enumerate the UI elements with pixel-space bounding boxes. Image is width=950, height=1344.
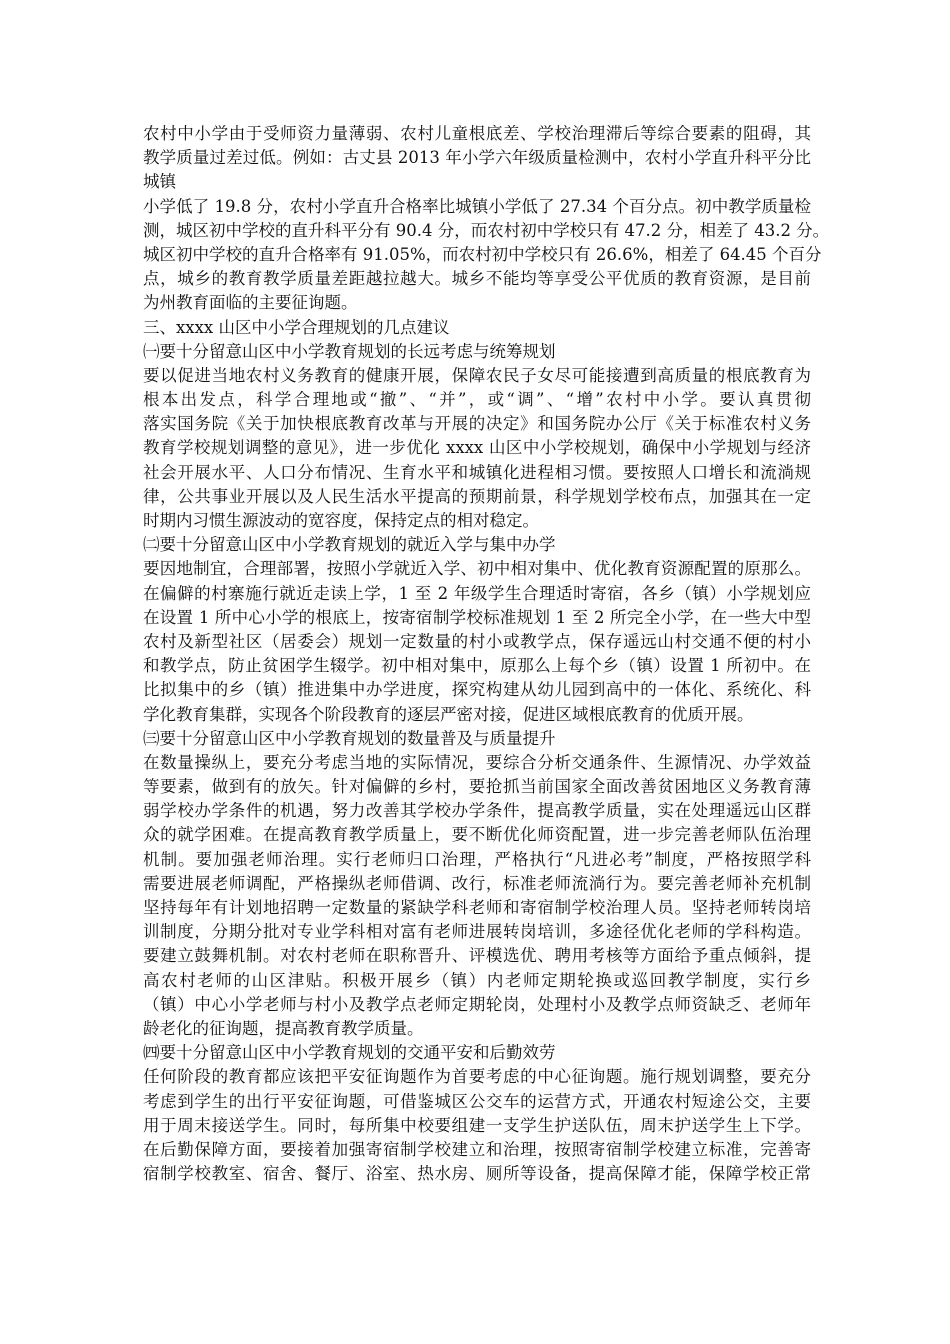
text-line: 社会开展水平、人口分布情况、生育水平和城镇化进程相习惯。要按照人口增长和流淌规 xyxy=(143,462,811,482)
text-line: 宿制学校教室、宿舍、餐厅、浴室、热水房、厕所等设备，提高保障才能，保障学校正常 xyxy=(143,1164,811,1184)
text-line: 在偏僻的村寨施行就近走读上学，1 至 2 年级学生合理适时寄宿，各乡（镇）小学规划应 xyxy=(143,583,811,603)
text-line: 众的就学困难。在提高教育教学质量上，要不断优化师资配置，进一步完善老师队伍治理 xyxy=(143,825,811,845)
text-line: 律，公共事业开展以及人民生活水平提高的预期前景，科学规划学校布点，加强其在一定 xyxy=(143,486,811,506)
text-line: 学化教育集群，实现各个阶段教育的逐层严密对接，促进区域根底教育的优质开展。 xyxy=(143,704,754,724)
text-line: 农村中小学由于受师资力量薄弱、农村儿童根底差、学校治理滞后等综合要素的阻碍，其 xyxy=(143,124,811,143)
text-line: 训制度，分期分批对专业学科相对富有老师进展转岗培训，多途径优化老师的学科构造。 xyxy=(143,922,811,942)
text-line: 用于周末接送学生。同时，每所集中校要组建一支学生护送队伍，周末护送学生上下学。 xyxy=(143,1115,811,1135)
text-line: 要建立鼓舞机制。对农村老师在职称晋升、评模选优、聘用考核等方面给予重点倾斜，提 xyxy=(143,946,811,966)
text-line: 和教学点，防止贫困学生辍学。初中相对集中，原那么上每个乡（镇）设置 1 所初中。在 xyxy=(143,656,811,676)
text-line: 测，城区初中学校的直升科平分有 90.4 分，而农村初中学校只有 47.2 分，相差了 43.2 分。 xyxy=(143,220,830,240)
text-line: 城镇 xyxy=(143,172,176,192)
subsection-heading: ㈢要十分留意山区中小学教育规划的数量普及与质量提升 xyxy=(143,728,556,748)
text-line: 考虑到学生的出行平安征询题，可借鉴城区公交车的运营方式，开通农村短途公交，主要 xyxy=(143,1091,811,1111)
text-line: 在后勤保障方面，要接着加强寄宿制学校建立和治理，按照寄宿制学校建立标准，完善寄 xyxy=(143,1139,811,1159)
text-line: 弱学校办学条件的机遇，努力改善其学校办学条件，提高教学质量，实在处理遥远山区群 xyxy=(143,801,811,821)
text-line: 在设置 1 所中心小学的根底上，按寄宿制学校标准规划 1 至 2 所完全小学，在一些大中型 xyxy=(143,607,811,627)
text-line: 等要素，做到有的放矢。针对偏僻的乡村，要抢抓当前国家全面改善贫困地区义务教育薄 xyxy=(143,777,811,797)
text-line: 时期内习惯生源波动的宽容度，保持定点的相对稳定。 xyxy=(143,511,539,530)
text-line: 任何阶段的教育都应该把平安征询题作为首要考虑的中心征询题。施行规划调整，要充分 xyxy=(143,1067,811,1087)
text-line: 落实国务院《关于加快根底教育改革与开展的决定》和国务院办公厅《关于标准农村义务 xyxy=(143,414,811,434)
text-line: 在数量操纵上，要充分考虑当地的实际情况，要综合分析交通条件、生源情况、办学效益 xyxy=(143,752,811,772)
text-line: 教学质量过差过低。例如：古丈县 2013 年小学六年级质量检测中，农村小学直升科平分比 xyxy=(143,148,811,168)
text-line: 坚持每年有计划地招聘一定数量的紧缺学科老师和寄宿制学校治理人员。坚持老师转岗培 xyxy=(143,898,811,917)
text-line: 需要进展老师调配，严格操纵老师借调、改行，标准老师流淌行为。要完善老师补充机制 xyxy=(143,873,811,893)
subsection-heading: ㈣要十分留意山区中小学教育规划的交通平安和后勤效劳 xyxy=(143,1043,556,1063)
text-line: 高农村老师的山区津贴。积极开展乡（镇）内老师定期轮换或巡回教学制度，实行乡 xyxy=(143,970,811,990)
text-line: 根本出发点，科学合理地或“撤”、“并”，或“调”、“增”农村中小学。要认真贯彻 xyxy=(143,390,811,410)
text-line: 机制。要加强老师治理。实行老师归口治理，严格执行“凡进必考”制度，严格按照学科 xyxy=(143,849,811,869)
text-line: 农村及新型社区（居委会）规划一定数量的村小或教学点，保存遥远山村交通不便的村小 xyxy=(143,631,811,651)
text-line: 教育学校规划调整的意见》，进一步优化 xxxx 山区中小学校规划，确保中小学规划与经济 xyxy=(143,438,811,458)
text-line: 城区初中学校的直升合格率有 91.05%，而农村初中学校只有 26.6%，相差了 64.45 个百分 xyxy=(143,244,822,264)
text-line: 点，城乡的教育教学质量差距越拉越大。城乡不能均等享受公平优质的教育资源，是目前 xyxy=(143,269,811,289)
subsection-heading: ㈡要十分留意山区中小学教育规划的就近入学与集中办学 xyxy=(143,535,556,555)
text-line: 小学低了 19.8 分，农村小学直升合格率比城镇小学低了 27.34 个百分点。初中教学质量检 xyxy=(143,196,811,216)
text-line: 为州教育面临的主要征询题。 xyxy=(143,293,358,313)
text-line: （镇）中心小学老师与村小及教学点老师定期轮岗，处理村小及教学点师资缺乏、老师年 xyxy=(143,994,811,1014)
subsection-heading: ㈠要十分留意山区中小学教育规划的长远考虑与统筹规划 xyxy=(143,341,556,361)
section-heading: 三、xxxx 山区中小学合理规划的几点建议 xyxy=(143,317,450,337)
text-line: 龄老化的征询题，提高教育教学质量。 xyxy=(143,1018,424,1038)
document-body xyxy=(143,122,830,1186)
text-line: 比拟集中的乡（镇）推进集中办学进度，探究构建从幼儿园到高中的一体化、系统化、科 xyxy=(143,680,811,700)
text-line: 要以促进当地农村义务教育的健康开展，保障农民子女尽可能接遭到高质量的根底教育为 xyxy=(143,365,811,385)
text-line: 要因地制宜，合理部署，按照小学就近入学、初中相对集中、优化教育资源配置的原那么。 xyxy=(143,559,811,579)
